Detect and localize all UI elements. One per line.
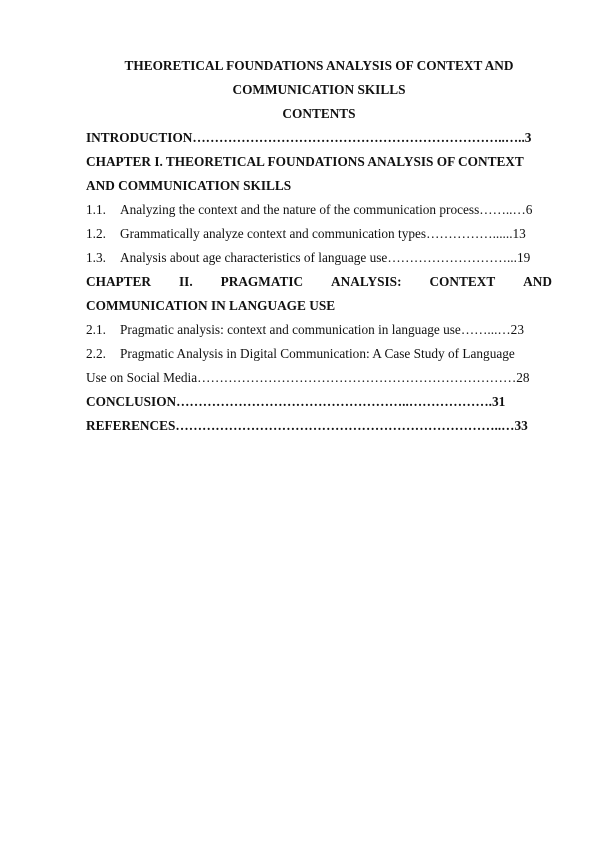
chapter2-word: ANALYSIS: bbox=[331, 274, 402, 289]
section-title: Pragmatic analysis: context and communication in language use……...…23 bbox=[120, 322, 524, 337]
section-number: 2.1. bbox=[86, 322, 106, 337]
chapter2-word: CHAPTER bbox=[86, 274, 152, 289]
toc-section-1-3 bbox=[86, 250, 552, 266]
section-number: 2.2. bbox=[86, 346, 106, 361]
section-title: Analysis about age characteristics of language use………………………...19 bbox=[120, 250, 531, 265]
chapter2-word: PRAGMATIC bbox=[220, 274, 304, 289]
title-line-1: THEORETICAL FOUNDATIONS ANALYSIS OF CONTEXT AND bbox=[124, 58, 514, 73]
toc-section-2-2-continued: Use on Social Media………………………………………………………………28 bbox=[86, 370, 530, 385]
toc-chapter1-line1: CHAPTER I. THEORETICAL FOUNDATIONS ANALYSIS OF CONTEXT bbox=[86, 154, 524, 169]
section-number: 1.3. bbox=[86, 250, 106, 265]
section-number: 1.2. bbox=[86, 226, 106, 241]
section-title: Pragmatic Analysis in Digital Communication: A Case Study of Language bbox=[120, 346, 515, 361]
toc-section-1-1 bbox=[86, 202, 552, 218]
chapter2-word: II. bbox=[178, 274, 193, 289]
chapter2-word: AND bbox=[523, 274, 552, 289]
toc-section-2-2 bbox=[86, 346, 552, 362]
toc-chapter2-line2: COMMUNICATION IN LANGUAGE USE bbox=[86, 298, 336, 313]
section-number: 1.1. bbox=[86, 202, 106, 217]
toc-references: REFERENCES………………………………………………………………..…33 bbox=[86, 418, 528, 433]
toc-section-1-2 bbox=[86, 226, 552, 242]
chapter2-word: CONTEXT bbox=[429, 274, 496, 289]
toc-section-2-1 bbox=[86, 322, 552, 338]
toc-chapter2-line1 bbox=[86, 274, 552, 290]
title-line-2: COMMUNICATION SKILLS bbox=[232, 82, 406, 97]
toc-chapter1-line2: AND COMMUNICATION SKILLS bbox=[86, 178, 292, 193]
toc-conclusion: CONCLUSION……………………………………………..……………….31 bbox=[86, 394, 506, 409]
section-title: Grammatically analyze context and communication types……………......13 bbox=[120, 226, 526, 241]
contents-heading: CONTENTS bbox=[282, 106, 356, 121]
toc-introduction: INTRODUCTION……………………………………………………………..…..3 bbox=[86, 130, 532, 145]
section-title: Analyzing the context and the nature of the communication process……..…6 bbox=[120, 202, 533, 217]
